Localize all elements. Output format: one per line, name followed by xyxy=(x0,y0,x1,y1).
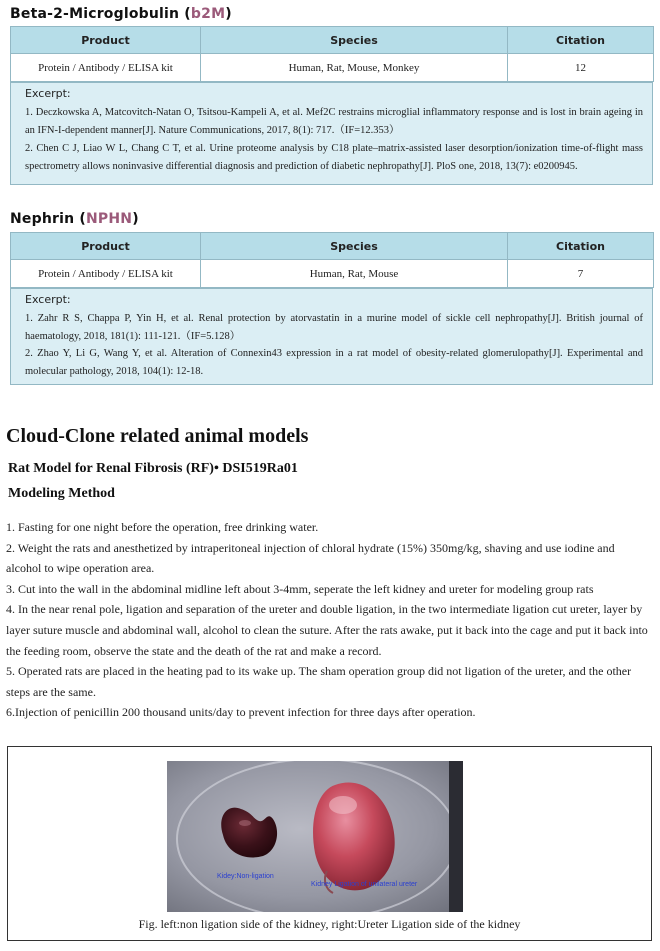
step-3: 3. Cut into the wall in the abdominal midline left about 3-4mm, seperate the left kidney and ureter for modeling group rats xyxy=(6,581,594,596)
excerpt-box xyxy=(10,82,653,185)
cell-species: Human, Rat, Mouse xyxy=(201,260,508,288)
figure-box xyxy=(7,746,652,941)
method-steps xyxy=(6,517,652,723)
section-title: Beta-2-Microglobulin (b2M) xyxy=(10,6,232,22)
excerpt-label: Excerpt: xyxy=(25,87,71,100)
cell-citation: 12 xyxy=(508,54,654,82)
figure-caption: Fig. left:non ligation side of the kidney, right:Ureter Ligation side of the kidney xyxy=(138,917,521,931)
header-species: Species xyxy=(201,27,508,54)
reference-1: 1. Deczkowska A, Matcovitch-Natan O, Tsitsou-Kampeli A, et al. Mef2C restrains microglial inflammatory response and is lost in brain ageing in an IFN-I-dependent manner[J]. Nature Communications, 2017, 8(1): 717.（IF=12.353） xyxy=(25,107,643,136)
kidney-photo xyxy=(167,761,463,912)
step-5: 5. Operated rats are placed in the heating pad to its wake up. The sham operation group did not ligation of the ureter, and the other steps are the same. xyxy=(6,664,632,699)
cell-species: Human, Rat, Mouse, Monkey xyxy=(201,54,508,82)
step-2: 2. Weight the rats and anesthetized by intraperitoneal injection of chloral hydrate (15%) 350mg/kg, shaving and use iodine and alcohol to wipe operation area. xyxy=(6,540,615,576)
title-abbr: b2M xyxy=(190,6,226,22)
reference-2: 2. Chen C J, Liao W L, Chang C T, et al. Urine proteome analysis by C18 plate–matrix-assisted laser desorption/ionization time-of-flight mass spectrometry allows noninvasive differential diagnosis and prediction of diabetic nephropathy[J]. PloS one, 2018, 13(7): e0200945. xyxy=(25,143,643,172)
title-text: Beta-2-Microglobulin xyxy=(10,6,180,22)
label-non-ligation: Kidey:Non-ligation xyxy=(217,873,274,880)
table-row xyxy=(11,54,654,82)
reference-2: 2. Zhao Y, Li G, Wang Y, et al. Alteration of Connexin43 expression in a rat model of obesity-related glomerulopathy[J]. Experimental and molecular pathology, 2018, 104(1): 12-18. xyxy=(25,348,643,377)
title-abbr: NPHN xyxy=(85,211,133,227)
header-species: Species xyxy=(201,233,508,260)
models-heading: Cloud-Clone related animal models xyxy=(6,425,309,447)
model-title: Rat Model for Renal Fibrosis (RF)• DSI519Ra01 xyxy=(8,461,298,476)
product-table xyxy=(10,232,654,288)
section-title: Nephrin (NPHN) xyxy=(10,211,139,227)
header-product: Product xyxy=(11,233,201,260)
cell-product: Protein / Antibody / ELISA kit xyxy=(11,54,201,82)
header-citation: Citation xyxy=(508,27,654,54)
label-ligation: Kidney Ligation of unilateral ureter xyxy=(311,881,418,888)
step-1: 1. Fasting for one night before the operation, free drinking water. xyxy=(6,520,319,534)
method-heading: Modeling Method xyxy=(8,486,115,501)
table-row xyxy=(11,260,654,288)
excerpt-box xyxy=(10,288,653,385)
cell-product: Protein / Antibody / ELISA kit xyxy=(11,260,201,288)
kidney-photo-illustration xyxy=(167,761,463,912)
product-table xyxy=(10,26,654,82)
excerpt-label: Excerpt: xyxy=(25,293,71,306)
cell-citation: 7 xyxy=(508,260,654,288)
title-text: Nephrin xyxy=(10,211,75,227)
step-6: 6.Injection of penicillin 200 thousand units/day to prevent infection for three days after operation. xyxy=(6,705,476,720)
header-product: Product xyxy=(11,27,201,54)
reference-1: 1. Zahr R S, Chappa P, Yin H, et al. Renal protection by atorvastatin in a murine model of sickle cell nephropathy[J]. British journal of haematology, 2018, 181(1): 111-121.（IF=5.128） xyxy=(25,313,643,342)
header-citation: Citation xyxy=(508,233,654,260)
step-4: 4. In the near renal pole, ligation and separation of the ureter and double ligation, in the two intermediate ligation cut ureter, layer by layer suture muscle and abdominal wall, alcohol to clean the suture. After the rats awake, put it back into the cage and put it back into the feeding room, observe the state and the death of the rat and make a record. xyxy=(6,602,648,658)
